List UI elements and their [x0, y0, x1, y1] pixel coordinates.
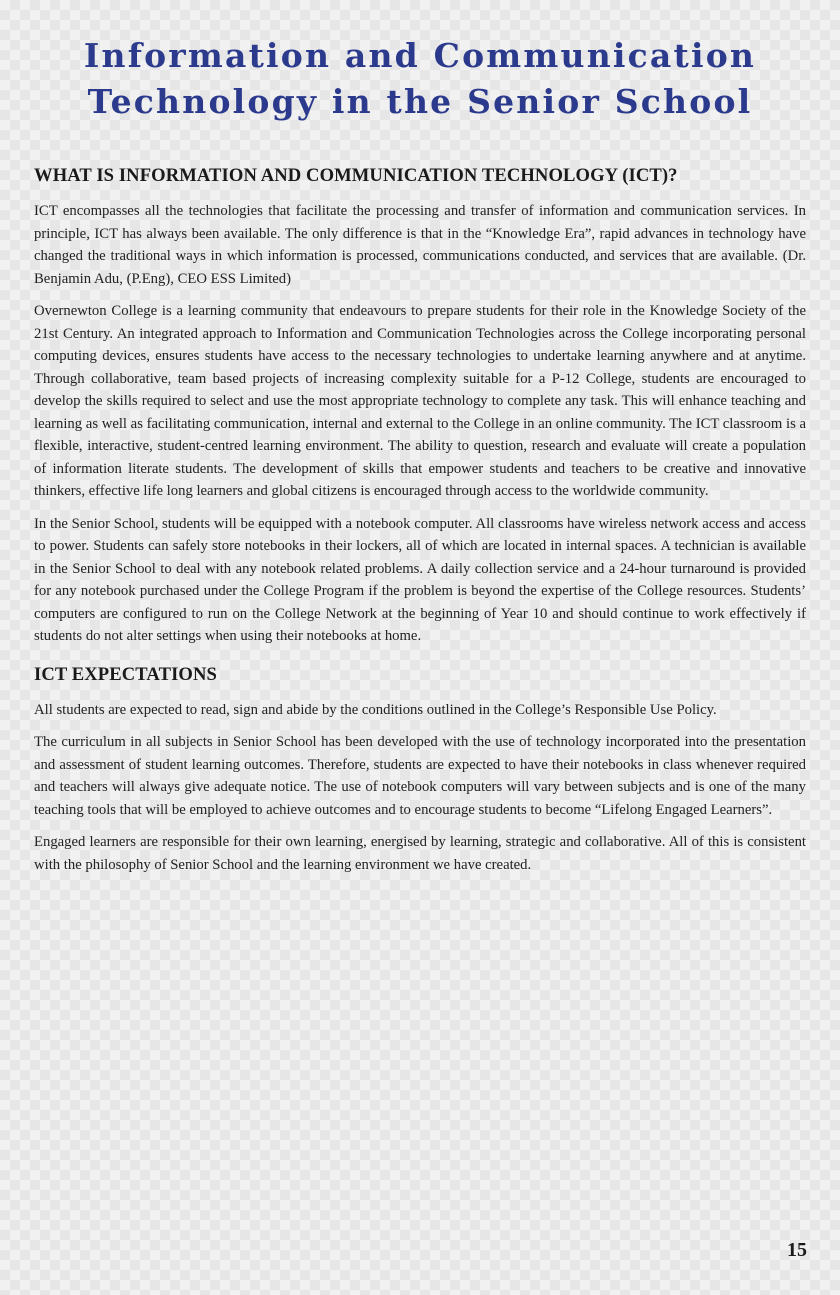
page-title-line-1: Information and Communication: [83, 36, 757, 75]
paragraph-responsible-use: All students are expected to read, sign and abide by the conditions outlined in the College’s Responsible Use Policy.: [34, 701, 717, 718]
page-title-line-2: Technology in the Senior School: [87, 82, 753, 121]
page-title: [0, 33, 840, 125]
paragraph-engaged-learners: Engaged learners are responsible for their own learning, energised by learning, strategic and collaborative. All of this is consistent with the philosophy of Senior School and the learning environment we have created.: [34, 834, 806, 873]
paragraph-curriculum: The curriculum in all subjects in Senior School has been developed with the use of technology incorporated into the presentation and assessment of student learning outcomes. Therefore, students are expected to have their notebooks in class whenever required and teachers will always give adequate notice. The use of notebook computers will vary between subjects and is one of the many teaching tools that will be employed to achieve outcomes and to encourage students to become “Lifelong Engaged Learners”.: [34, 734, 806, 818]
paragraph-overnewton-college: Overnewton College is a learning community that endeavours to prepare students for their role in the Knowledge Society of the 21st Century. An integrated approach to Information and Communication Technologies across the College incorporating personal computing devices, ensures students have access to the necessary technologies to undertake learning anywhere and at anytime. Through collaborative, team based projects of increasing complexity suitable for a P-12 College, students are encouraged to develop the skills required to select and use the most appropriate technology to complete any task. This will enhance teaching and learning as well as facilitating communication, internal and external to the College in an online community. The ICT classroom is a flexible, interactive, student-centred learning environment. The ability to question, research and evaluate will create a population of information literate students. The development of skills that empower students and teachers to be creative and innovative thinkers, effective life long learners and global citizens is encouraged through access to the worldwide community.: [34, 303, 806, 499]
paragraph-ict-definition: ICT encompasses all the technologies that facilitate the processing and transfer of information and communication services. In principle, ICT has always been available. The only difference is that in the “Knowledge Era”, rapid advances in technology have changed the traditional ways in which information is processed, communications conducted, and services that are available. (Dr. Benjamin Adu, (P.Eng), CEO ESS Limited): [34, 203, 806, 287]
section-heading-ict-expectations: ICT EXPECTATIONS: [34, 663, 217, 685]
paragraph-senior-school-notebooks: In the Senior School, students will be equipped with a notebook computer. All classrooms have wireless network access and access to power. Students can safely store notebooks in their lockers, all of which are located in internal spaces. A technician is available in the Senior School to deal with any notebook related problems. A daily collection service and a 24-hour turnaround is provided for any notebook purchased under the College Program if the problem is beyond the expertise of the College resources. Students’ computers are configured to run on the College Network at the beginning of Year 10 and should continue to work effectively if students do not alter settings when using their notebooks at home.: [34, 515, 806, 644]
document-body: [34, 163, 806, 886]
page-number: 15: [787, 1238, 807, 1261]
section-heading-what-is-ict: WHAT IS INFORMATION AND COMMUNICATION TECHNOLOGY (ICT)?: [34, 165, 678, 186]
